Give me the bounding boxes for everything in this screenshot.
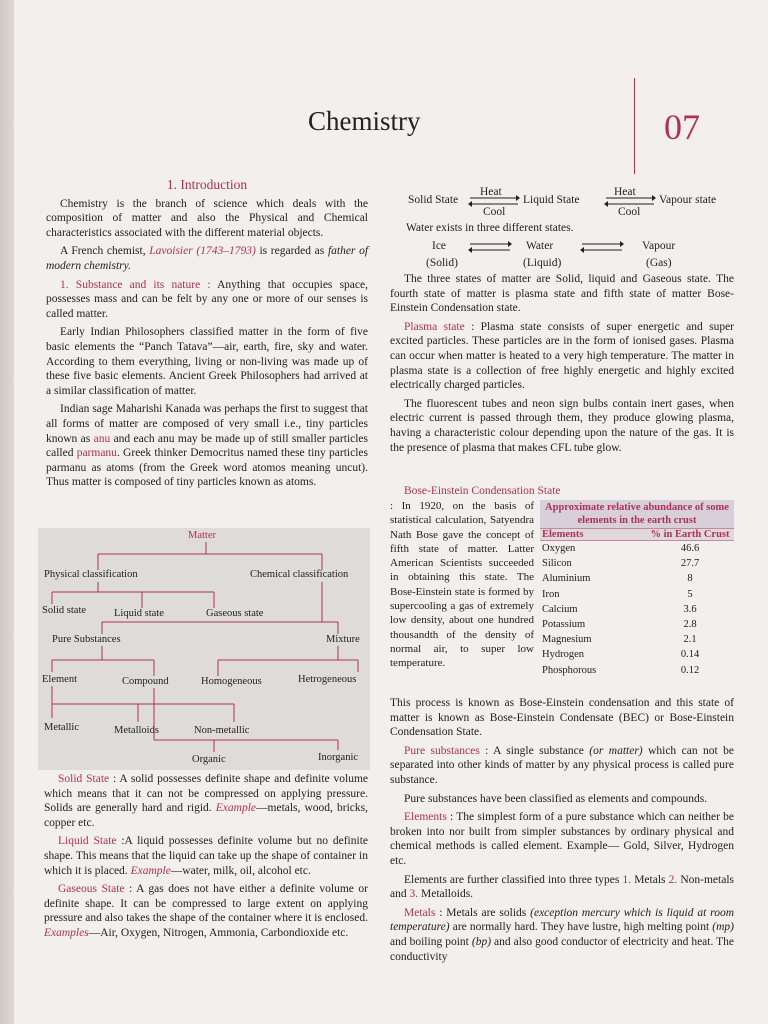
gas-example-text: —Air, Oxygen, Nitrogen, Ammonia, Carbondioxide etc. — [88, 926, 349, 939]
col-header-percent: % in Earth Crust — [650, 529, 730, 540]
cell-element: Silicon — [542, 558, 572, 570]
types-text-2: Metals — [634, 873, 666, 886]
chart-node-nonmetallic: Non-metallic — [194, 725, 250, 736]
cell-percent: 46.6 — [680, 543, 700, 554]
col-header-elements: Elements — [542, 529, 584, 540]
eq-cool-1: Cool — [483, 206, 506, 218]
bec-narrow-text — [390, 499, 534, 671]
chart-node-mixture: Mixture — [326, 634, 360, 645]
solid-state-label: Solid State — [58, 773, 110, 785]
chart-node-metallic: Metallic — [44, 722, 79, 733]
lavoisier-name: Lavoisier (1743–1793) — [149, 245, 256, 258]
table-row — [540, 587, 734, 602]
water-vapour-state: (Gas) — [646, 257, 672, 269]
table-row — [540, 632, 734, 647]
types-number-1: 1. — [622, 873, 632, 886]
cell-percent: 8 — [687, 573, 693, 585]
solid-example-label: Example — [215, 802, 257, 815]
water-water-state: (Liquid) — [523, 257, 562, 269]
matter-classification-chart — [38, 528, 370, 770]
solid-example-text: —metals, wood, bricks, copper etc. — [44, 802, 369, 829]
water-water: Water — [526, 240, 554, 252]
gaseous-state-label: Gaseous State — [58, 883, 125, 896]
cell-percent: 2.8 — [683, 618, 697, 630]
fluorescent-paragraph: The fluorescent tubes and neon sign bulbs contain inert gases, when electric current is passed through them, they produce glowing plasma, having a characteristic colour depending upon the nature of the gas. It is the presence of plasma that makes CFL tube glow. — [390, 397, 734, 454]
metals-text-4: and also good conductor of electricity and heat. The conductivity — [390, 935, 735, 963]
abundance-table — [540, 500, 734, 678]
gas-example-label: Examples — [44, 926, 89, 939]
abundance-table-title: Approximate relative abundance of some elements in the earth crust — [540, 500, 734, 528]
eq-heat-2: Heat — [614, 186, 636, 198]
bec-text: : In 1920, on the basis of statistical calculation, Satyendra Nath Bose gave the concept of fifth state of matter. Latter American Scientists succeeded in obtaining this state. The Bose-Einstein state is formed by supercooling a gas of extremely low density, about one hundred thousandth of the density of normal air, to super low temperature. — [390, 500, 534, 670]
water-vapour: Vapour — [642, 240, 676, 252]
metals-mp: (mp) — [712, 921, 735, 934]
cell-percent: 0.14 — [680, 649, 700, 661]
liquid-example-label: Example — [130, 864, 171, 877]
liquid-example-text: —water, milk, oil, alcohol etc. — [170, 864, 311, 877]
kanada-text-3: . Greek thinker Democritus named these tiny particles parmanu as atoms (from the Greek word atomos meaning uncut). Thus matter is composed of tiny particles known as atoms. — [46, 447, 368, 489]
textbook-page — [14, 0, 768, 1024]
lavoisier-title: father of modern chemistry. — [46, 245, 369, 272]
intro-paragraph: Chemistry is the branch of science which deals with the composition of matter and also the Physical and Chemical characteristics associated with the different material objects. — [46, 197, 368, 239]
table-row — [540, 541, 734, 556]
types-text-3: Non-metals and — [390, 873, 734, 901]
plasma-text: : Plasma state consists of super energetic and super excited particles. These particles are in the form of ionised gases. Plasma can occur when matter is heated to a very high temperature. The matter in plasma state is a collection of free highly energetic and highly excited electrically charged particles. — [390, 320, 735, 392]
right-column-lower — [390, 696, 734, 968]
chapter-divider-line — [634, 78, 635, 174]
bec-heading-line — [390, 484, 734, 499]
cell-percent: 3.6 — [683, 603, 697, 615]
eq-liquid: Liquid State — [523, 194, 580, 206]
types-number-3: 3. — [409, 888, 419, 901]
elements-label: Elements — [404, 811, 447, 824]
eq-arrow-1 — [468, 194, 520, 208]
pure-substances-paragraph — [390, 744, 734, 788]
water-arrow-2 — [580, 240, 624, 254]
cell-element: Oxygen — [542, 543, 576, 554]
cell-percent: 0.12 — [680, 664, 700, 676]
cell-element: Iron — [542, 588, 560, 600]
chart-node-heterogeneous: Hetrogeneous — [298, 674, 357, 685]
cell-element: Magnesium — [542, 634, 592, 646]
metals-text-italic: (exception mercury which is liquid at room temperature) — [390, 906, 735, 934]
chart-node-element: Element — [42, 674, 77, 685]
state-change-equation — [408, 194, 458, 206]
bec-known-paragraph: This process is known as Bose-Einstein condensation and this state of matter is known as Bose-Einstein Condensate (BEC) or Bose-Einstein Condensation State. — [390, 697, 734, 739]
pure-text-1: : A single substance — [485, 744, 584, 757]
metals-label: Metals — [404, 906, 436, 919]
lavoisier-paragraph — [46, 244, 368, 273]
liquid-state-label: Liquid State — [58, 835, 117, 848]
cell-percent: 27.7 — [680, 558, 700, 570]
chart-node-metalloids: Metalloids — [114, 725, 159, 736]
chart-node-chemical: Chemical classification — [250, 569, 349, 580]
types-number-2: 2. — [668, 873, 678, 886]
gaseous-state-text: : A gas does not have either a definite volume or definite shape. It can be compressed to large extent on applying pressure and also takes the shape of the container where it is enclosed. — [44, 883, 369, 925]
bec-label: Bose-Einstein Condensation State — [404, 485, 561, 497]
chapter-number: 07 — [664, 107, 700, 147]
kanada-text-2: and each anu may be made up of still smaller particles called — [46, 432, 369, 460]
substance-paragraph — [46, 278, 368, 322]
liquid-state-paragraph — [44, 834, 368, 878]
solid-state-text: : A solid possesses definite shape and definite volume which means that it can not be compressed on applying pressure. Solids are generally hard and rigid. — [44, 773, 369, 815]
cell-element: Calcium — [542, 603, 578, 615]
liquid-state-text: :A liquid possesses definite volume but no definite shape. This means that the liquid can take up the shape of container in which it is placed. — [44, 835, 368, 877]
cell-element: Phosphorous — [542, 664, 597, 676]
left-column-states — [44, 772, 368, 945]
abundance-rows — [540, 541, 734, 678]
water-ice-state: (Solid) — [426, 257, 458, 269]
table-row — [540, 663, 734, 678]
chart-node-inorganic: Inorganic — [318, 752, 359, 763]
lavoisier-pre: A French chemist, — [60, 245, 146, 258]
metals-paragraph — [390, 906, 734, 964]
cell-element: Potassium — [542, 618, 586, 630]
early-indian-paragraph: Early Indian Philosophers classified matter in the form of five basic elements the “Panch Tatava”—air, earth, fire, sky and water. According to them everything, living or non-living was made up of these five basic elements. Ancient Greek Philosophers had arrived at a similar classification of matter. — [46, 326, 368, 397]
cell-element: Hydrogen — [542, 649, 584, 661]
chart-node-liquid: Liquid state — [114, 608, 164, 619]
eq-cool-2: Cool — [618, 206, 641, 218]
lavoisier-post: is regarded as — [259, 245, 325, 258]
chapter-title: Chemistry — [308, 106, 421, 136]
plasma-paragraph — [390, 320, 734, 393]
substance-text: Anything that occupies space, possesses mass and can be felt by any one or more of our senses is called matter. — [46, 278, 368, 320]
pure-text-italic: (or matter) — [589, 744, 643, 757]
metals-text-2: are normally hard. They have lustre, high melting point — [452, 921, 710, 934]
element-types-paragraph — [390, 873, 734, 902]
cell-element: Aluminium — [542, 573, 591, 585]
solid-state-paragraph — [44, 772, 368, 830]
eq-heat-1: Heat — [480, 186, 502, 198]
chart-node-matter: Matter — [188, 530, 216, 541]
three-states-paragraph: The three states of matter are Solid, liquid and Gaseous state. The fourth state of matter is plasma state and fifth state of matter Bose-Einstein Condensation state. — [390, 273, 734, 315]
kanada-text-1: Indian sage Maharishi Kanada was perhaps the first to suggest that all forms of matter are composed of very small i.e., tiny particles known as — [46, 403, 368, 445]
parmanu-term: parmanu — [76, 447, 117, 460]
elements-text: : The simplest form of a pure substance which can neither be broken into nor built from simpler substances by ordinary physical and chemical methods is called element. Example— Gold, Silver, Hydrogen etc. — [390, 811, 734, 867]
types-text-4: Metalloids. — [420, 888, 474, 901]
table-row — [540, 571, 734, 586]
table-row — [540, 602, 734, 617]
cell-percent: 2.1 — [683, 634, 697, 646]
substance-label: 1. Substance and its nature : — [60, 278, 211, 291]
chart-node-solid: Solid state — [42, 605, 87, 616]
water-arrow-1 — [468, 240, 512, 254]
chart-node-gaseous: Gaseous state — [206, 608, 264, 619]
chart-node-homogeneous: Homogeneous — [201, 676, 262, 687]
table-row — [540, 556, 734, 571]
metals-text-1: : Metals are solids — [439, 906, 527, 919]
chart-node-organic: Organic — [192, 754, 226, 765]
chart-node-compound: Compound — [122, 676, 169, 687]
water-states-intro: Water exists in three different states. — [406, 222, 574, 234]
pure-substances-label: Pure substances — [404, 744, 480, 757]
kanada-paragraph — [46, 402, 368, 490]
metals-bp: (bp) — [471, 935, 492, 948]
anu-term: anu — [93, 432, 111, 445]
metals-text-3: and boiling point — [390, 935, 469, 948]
eq-vapour: Vapour state — [659, 194, 717, 206]
pure-text-2: which can not be separated into other kinds of matter by any physical process is called pure substance. — [390, 744, 734, 786]
table-row — [540, 647, 734, 662]
right-column-upper — [390, 272, 734, 459]
water-ice: Ice — [432, 240, 447, 252]
elements-paragraph — [390, 810, 734, 868]
cell-percent: 5 — [687, 588, 693, 600]
types-text-1: Elements are further classified into three types — [404, 873, 620, 886]
left-column — [46, 178, 368, 494]
pure-classified-paragraph: Pure substances have been classified as elements and compounds. — [404, 792, 708, 805]
gaseous-state-paragraph — [44, 882, 368, 940]
section-heading-introduction: 1. Introduction — [166, 177, 248, 192]
table-row — [540, 617, 734, 632]
eq-arrow-2 — [604, 194, 656, 208]
chart-node-physical: Physical classification — [44, 569, 138, 580]
eq-solid: Solid State — [408, 194, 459, 206]
bec-first-line — [390, 484, 734, 499]
chart-node-pure: Pure Substances — [52, 634, 121, 645]
abundance-table-header — [540, 528, 734, 541]
plasma-label: Plasma state — [404, 320, 465, 333]
